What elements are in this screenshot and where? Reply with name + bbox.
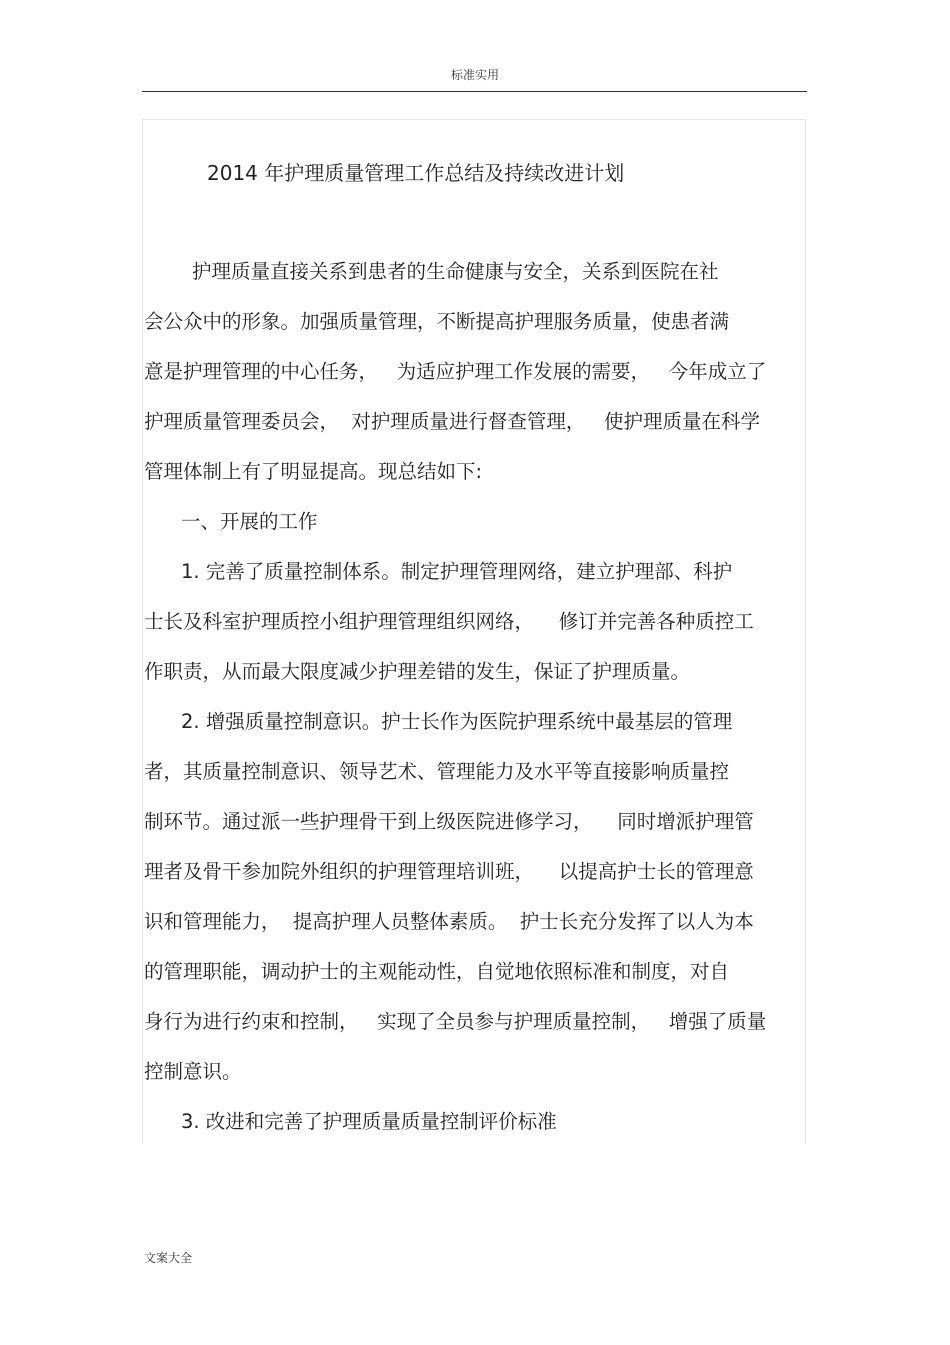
paragraph-line: 控制意识。: [144, 1060, 242, 1083]
page-footer: 文案大全: [144, 1251, 193, 1265]
paragraph-line: 管理体制上有了明显提高。现总结如下:: [144, 460, 483, 483]
paragraph-line: 意是护理管理的中心任务， 为适应护理工作发展的需要， 今年成立了: [144, 360, 767, 383]
paragraph-line: 会公众中的形象。加强质量管理，不断提高护理服务质量，使患者满: [144, 310, 730, 333]
paragraph-line: 的管理职能，调动护士的主观能动性，自觉地依照标准和制度，对自: [144, 960, 730, 983]
paragraph-line: 识和管理能力， 提高护理人员整体素质。 护士长充分发挥了以人为本: [144, 910, 754, 933]
section-heading: 一、开展的工作: [181, 510, 318, 533]
section-heading: 3. 改进和完善了护理质量质量控制评价标准: [181, 1110, 557, 1133]
paragraph-line: 士长及科室护理质控小组护理管理组织网络， 修订并完善各种质控工: [144, 610, 754, 633]
paragraph-line: 2. 增强质量控制意识。护士长作为医院护理系统中最基层的管理: [181, 710, 733, 733]
paragraph-line: 者，其质量控制意识、领导艺术、管理能力及水平等直接影响质量控: [144, 760, 730, 783]
paragraph-line: 护理质量直接关系到患者的生命健康与安全，关系到医院在社: [192, 260, 719, 283]
paragraph-line: 身行为进行约束和控制， 实现了全员参与护理质量控制， 增强了质量: [144, 1010, 767, 1033]
paragraph-line: 制环节。通过派一些护理骨干到上级医院进修学习， 同时增派护理管: [144, 810, 754, 833]
paragraph-line: 1. 完善了质量控制体系。制定护理管理网络，建立护理部、科护: [181, 560, 733, 583]
document-title: 2014 年护理质量管理工作总结及持续改进计划: [207, 161, 625, 185]
paragraph-line: 作职责，从而最大限度减少护理差错的发生，保证了护理质量。: [144, 660, 691, 683]
paragraph-line: 理者及骨干参加院外组织的护理管理培训班， 以提高护士长的管理意: [144, 860, 754, 883]
page-header: 标准实用: [450, 68, 499, 82]
paragraph-line: 护理质量管理委员会， 对护理质量进行督查管理， 使护理质量在科学: [144, 410, 760, 433]
header-divider: [142, 91, 807, 92]
